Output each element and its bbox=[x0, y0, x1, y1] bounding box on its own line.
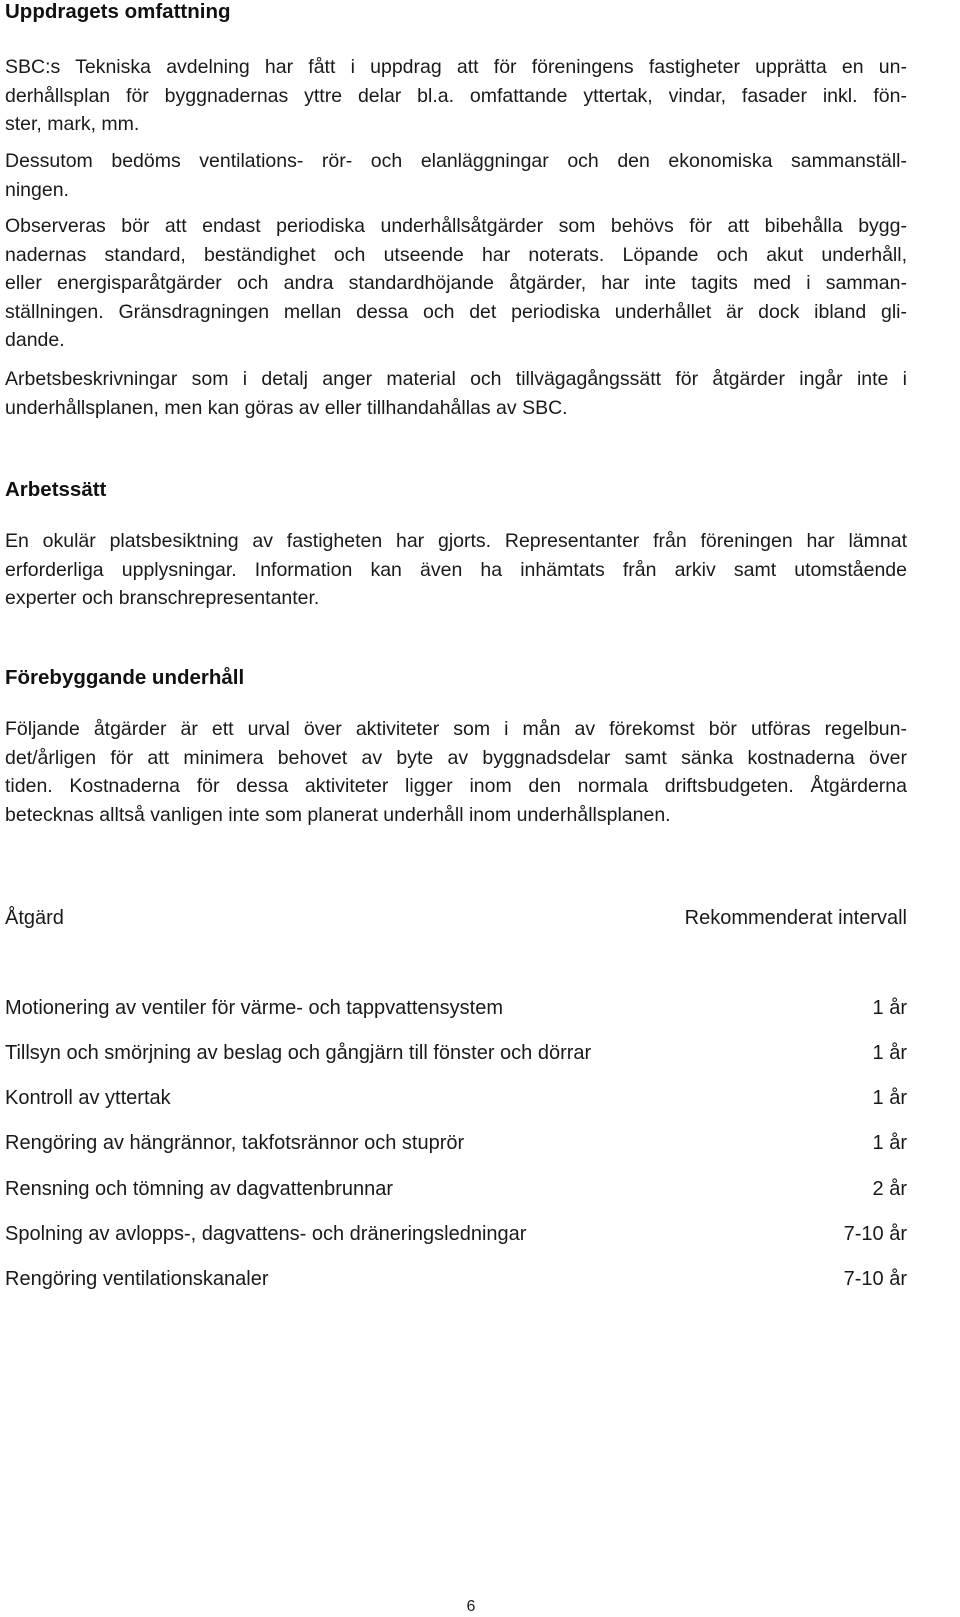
text-line: ningen. bbox=[5, 178, 69, 201]
text-line: Observeras bör att endast periodiska underhållsåtgärder som behövs för att bibehålla bygg- bbox=[5, 215, 907, 237]
method-paragraph bbox=[5, 527, 907, 613]
row-action: Tillsyn och smörjning av beslag och gångjärn till fönster och dörrar bbox=[5, 1042, 592, 1064]
scope-paragraph-4 bbox=[5, 365, 907, 422]
text-line: erforderliga upplysningar. Information kan även ha inhämtats från arkiv samt utomstående bbox=[5, 558, 907, 581]
text-line: ster, mark, mm. bbox=[5, 113, 140, 135]
row-interval: 1 år bbox=[872, 1042, 907, 1064]
row-action: Spolning av avlopps-, dagvattens- och dräneringsledningar bbox=[5, 1223, 527, 1245]
row-interval: 1 år bbox=[872, 1087, 907, 1109]
text-line: det/årligen för att minimera behovet av byte av byggnadsdelar samt sänka kostnaderna över bbox=[5, 746, 907, 769]
text-line: Dessutom bedöms ventilations- rör- och elanläggningar och den ekonomiska sammanställ- bbox=[5, 150, 907, 172]
row-interval: 7-10 år bbox=[843, 1268, 907, 1290]
table-row bbox=[5, 1178, 907, 1208]
row-interval: 2 år bbox=[872, 1178, 907, 1200]
text-line: SBC:s Tekniska avdelning har fått i uppdrag att för föreningens fastigheter upprätta en un- bbox=[5, 56, 907, 78]
text-line: tiden. Kostnaderna för dessa aktiviteter ligger inom den normala driftsbudgeten. Åtgärderna bbox=[5, 775, 907, 797]
row-action: Rengöring av hängrännor, takfotsrännor och stuprör bbox=[5, 1132, 465, 1154]
text-line: En okulär platsbesiktning av fastigheten har gjorts. Representanter från föreningen har lämnat bbox=[5, 530, 907, 552]
table-row bbox=[5, 1268, 907, 1298]
text-line: eller energisparåtgärder och andra standardhöjande åtgärder, har inte tagits med i samman- bbox=[5, 272, 907, 294]
text-line: Arbetsbeskrivningar som i detalj anger material och tillvägagångssätt för åtgärder ingår inte i bbox=[5, 368, 907, 390]
text-line: experter och branschrepresentanter. bbox=[5, 587, 320, 609]
column-header-interval: Rekommenderat intervall bbox=[684, 907, 907, 929]
scope-paragraph-2 bbox=[5, 147, 907, 204]
row-action: Rengöring ventilationskanaler bbox=[5, 1268, 269, 1290]
preventive-paragraph bbox=[5, 715, 907, 829]
maintenance-table-header bbox=[5, 907, 907, 937]
text-line: Följande åtgärder är ett urval över aktiviteter som i mån av förekomst bör utföras regelbun- bbox=[5, 718, 907, 740]
section-heading-method: Arbetssätt bbox=[5, 478, 107, 501]
text-line: derhållsplan för byggnadernas yttre delar bl.a. omfattande yttertak, vindar, fasader inkl. fön- bbox=[5, 84, 907, 107]
text-line: underhållsplanen, men kan göras av eller tillhandahållas av SBC. bbox=[5, 396, 568, 419]
table-row bbox=[5, 997, 907, 1027]
text-line: nadernas standard, beständighet och utseende har noterats. Löpande och akut underhåll, bbox=[5, 243, 907, 266]
page-number: 6 bbox=[466, 1598, 476, 1615]
table-row bbox=[5, 1042, 907, 1072]
text-line: betecknas alltså vanligen inte som planerat underhåll inom underhållsplanen. bbox=[5, 803, 671, 826]
section-heading-preventive: Förebyggande underhåll bbox=[5, 666, 245, 689]
scope-paragraph-3 bbox=[5, 212, 907, 355]
column-header-action: Åtgärd bbox=[5, 907, 64, 929]
row-interval: 1 år bbox=[872, 997, 907, 1019]
row-action: Kontroll av yttertak bbox=[5, 1087, 171, 1109]
row-interval: 7-10 år bbox=[843, 1223, 907, 1245]
text-line: ställningen. Gränsdragningen mellan dessa och det periodiska underhållet är dock ibland gli- bbox=[5, 300, 907, 323]
section-heading-scope: Uppdragets omfattning bbox=[5, 0, 231, 23]
table-row bbox=[5, 1132, 907, 1162]
table-row bbox=[5, 1087, 907, 1117]
scope-paragraph-1 bbox=[5, 53, 907, 139]
text-line: dande. bbox=[5, 329, 65, 351]
row-interval: 1 år bbox=[872, 1132, 907, 1154]
row-action: Rensning och tömning av dagvattenbrunnar bbox=[5, 1178, 394, 1200]
table-row bbox=[5, 1223, 907, 1253]
row-action: Motionering av ventiler för värme- och tappvattensystem bbox=[5, 997, 503, 1019]
